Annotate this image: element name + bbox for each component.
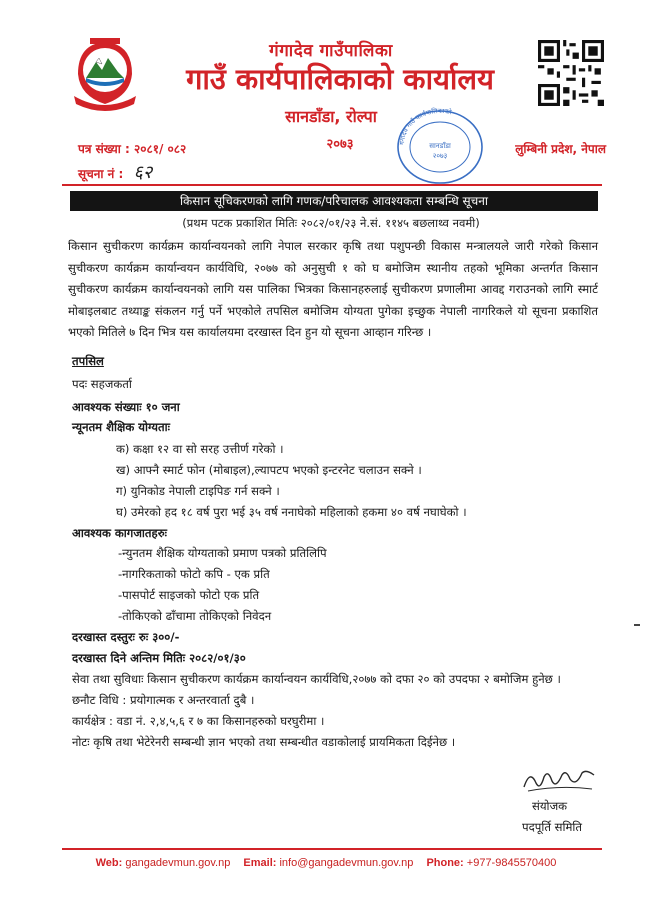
round-office-stamp — [390, 104, 490, 186]
document-item: -तोकिएको ढाँचामा तोकिएको निवेदन — [118, 609, 272, 623]
svg-text:गंगादेव गाउँ कार्यपालिकाको: गंगादेव गाउँ कार्यपालिकाको — [397, 106, 453, 146]
reference-value: २०८१/ ०८२ — [133, 142, 187, 156]
established-year: २०७३ — [326, 137, 354, 152]
facility-line: सेवा तथा सुविधाः किसान सुचीकरण कार्यक्रम कार्यान्वयन कार्यविधि,२०७७ को दफा २० को उपदफा २ बमोजिम हुनेछ । — [72, 672, 561, 686]
header-divider — [62, 184, 602, 186]
notice-number-label: सूचना नं : — [78, 167, 124, 181]
work-area: कार्यक्षेत्र : वडा नं. २,४,५,६ र ७ का किसानहरुको घरघुरीमा । — [72, 714, 325, 728]
selection-method: छनौट विधि : प्रयोगात्मक र अन्तरवार्ता दुबै । — [72, 693, 255, 707]
qualification-item: घ) उमेरको हद १८ वर्ष पुरा भई ३५ वर्ष ननाघेको महिलाको हकमा ४० वर्ष नघाघेको । — [116, 505, 467, 519]
signatory-title: संयोजक — [532, 799, 568, 813]
footer-contact — [0, 857, 662, 869]
qualification-heading: न्यूनतम शैक्षिक योग्यताः — [72, 420, 170, 434]
notice-body: किसान सुचीकरण कार्यक्रम कार्यान्वयनको लागि नेपाल सरकार कृषि तथा पशुपन्छी विकास मन्त्रालयले जारी गरेको किसान सुचीकरण कार्यक्रम कार्यान्वयन कार्यविधि, २०७७ को अनुसुची १ को घ बमोजिम स्थानीय तहको भूमिका अन्तर्गत किसान सुचीकरण कार्यक्रम कार्यान्वयनको लागि यस पालिका भित्रका किसानहरुलाई सुचीकरण प्रणालीमा आवद्द गराउनको लागि स्मार्ट मोबाइलबाट तथ्याङ्क संकलन गर्नु पर्ने भएकोले तपसिल बमोजिम योग्यता पुगेका इच्छुक नेपाली नागरिकले यो सूचना प्रकाशित भएको मितिले ७ दिन भित्र यस कार्यालयमा दरखास्त दिन हुन यो सूचना आव्हान गरिन्छ । — [68, 239, 598, 339]
qualification-item: ग) युनिकोड नेपाली टाइपिङ गर्न सक्ने । — [116, 484, 280, 498]
notice-title: किसान सूचिकरणको लागि गणक/परिचालक आवश्यकता सम्बन्धि सूचना — [70, 191, 598, 211]
required-count: आवश्यक संख्याः १० जना — [72, 400, 180, 414]
province-name: लुम्बिनी प्रदेश, नेपाल — [515, 142, 606, 156]
svg-text:सानडाँडा: सानडाँडा — [429, 142, 451, 150]
reference-label: पत्र संख्या : — [78, 142, 130, 156]
web-label: Web: — [95, 857, 123, 869]
svg-text:२०७३: २०७३ — [432, 152, 448, 160]
document-item: -न्युनतम शैक्षिक योग्यताको प्रमाण पत्रको प्रतिलिपि — [118, 546, 327, 560]
application-deadline: दरखास्त दिने अन्तिम मितिः २०८२/०१/३० — [72, 651, 246, 665]
notice-number — [78, 160, 152, 184]
publish-date: (प्रथम पटक प्रकाशित मितिः २०८२/०१/२३ ने.सं. ११४५ बछलाथ्व नवमी) — [182, 216, 480, 230]
office-location: सानडाँडा, रोल्पा — [285, 107, 377, 126]
phone-label: Phone: — [426, 857, 464, 869]
note-line: नोटः कृषि तथा भेटेरेनरी सम्बन्धी ज्ञान भएको तथा सम्बन्धीत वडाकोलाई प्रायमिकता दिईनेछ । — [72, 735, 456, 749]
document-item: -नागरिकताको फोटो कपि - एक प्रति — [118, 567, 270, 581]
signature — [520, 765, 600, 795]
reference-number — [78, 140, 186, 157]
municipality-name: गंगादेव गाउँपालिका — [269, 41, 393, 61]
web-link[interactable]: gangadevmun.gov.np — [125, 857, 231, 869]
documents-heading: आवश्यक कागजातहरुः — [72, 526, 167, 540]
footer-divider — [62, 848, 602, 850]
signatory-committee: पदपूर्ति समिति — [522, 820, 583, 834]
document-item: -पासपोर्ट साइजको फोटो एक प्रति — [118, 588, 260, 602]
details-heading: तपसिल — [72, 354, 104, 368]
margin-mark — [634, 624, 640, 626]
qr-code — [538, 40, 604, 106]
post-name: पदः सहजकर्ता — [72, 377, 132, 391]
email-label: Email: — [243, 857, 277, 869]
application-fee: दरखास्त दस्तुरः रुः ३००/- — [72, 630, 180, 644]
office-name: गाउँ कार्यपालिकाको कार्यालय — [186, 62, 494, 96]
email-link[interactable]: info@gangadevmun.gov.np — [279, 857, 414, 869]
qualification-item: ख) आफ्नै स्मार्ट फोन (मोबाइल),ल्यापटप भएको इन्टरनेट चलाउन सक्ने । — [116, 463, 422, 477]
qualification-item: क) कक्षा १२ वा सो सरह उत्तीर्ण गरेको । — [116, 442, 284, 456]
phone-number: +977-9845570400 — [466, 857, 557, 869]
notice-number-value: ६२ — [133, 162, 153, 183]
